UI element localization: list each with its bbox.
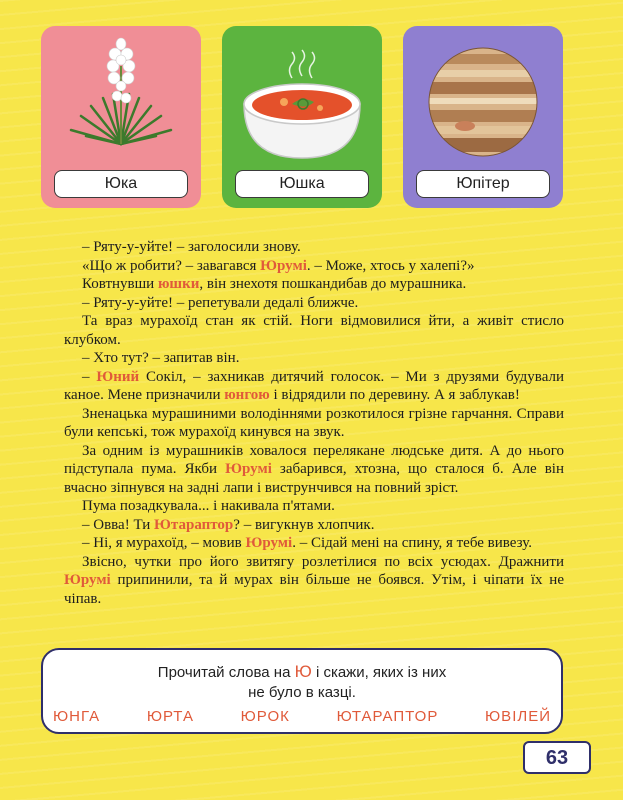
paragraph <box>64 442 564 498</box>
card-jupiter <box>403 26 563 208</box>
highlight-word: Юрумі <box>245 535 293 551</box>
soup-bowl-icon <box>222 26 382 170</box>
highlight-word: юнгою <box>224 387 270 403</box>
text: припинили, та й мурах він більше не боявся. Утім, і чіпати їх не чіпав. <box>64 572 564 607</box>
text: , він знехотя пошкандибав до мурашника. <box>199 276 467 292</box>
task-box <box>41 648 563 734</box>
text: – Хто тут? – запитав він. <box>82 350 240 366</box>
text: Сокіл, – захникав дитячий голосок. – Ми з друзями будували каное. Мене призначили <box>64 368 564 403</box>
text: Пума позадкувала... і накивала п'ятами. <box>82 498 335 514</box>
paragraph <box>64 294 564 313</box>
paragraph <box>64 275 564 294</box>
word-item: ЮРОК <box>240 708 290 725</box>
word-item: ЮТАРАПТОР <box>336 708 439 725</box>
paragraph <box>64 238 564 257</box>
jupiter-planet-icon <box>403 26 563 170</box>
yucca-plant-icon <box>41 26 201 170</box>
card-yucca <box>41 26 201 208</box>
highlight-word: Юрумі <box>225 461 272 477</box>
story-text <box>64 238 564 608</box>
task-letter: Ю <box>294 662 312 681</box>
text: Та враз мурахоїд стан як стій. Ноги відмовилися йти, а живіт стисло клубком. <box>64 313 564 348</box>
highlight-word: Юрумі <box>260 257 307 274</box>
highlight-word: юшки <box>157 276 200 292</box>
text: – Ні, я мурахоїд, – мовив <box>82 535 246 551</box>
paragraph <box>64 368 564 405</box>
card-label: Юпітер <box>416 170 550 198</box>
text: – Ряту-у-уйте! – заголосили знову. <box>82 239 301 255</box>
paragraph <box>64 405 564 442</box>
card-label: Юка <box>54 170 188 198</box>
text: За одним із мурашників ховалося перелякане людське дитя. А до нього підступала пума. Якби <box>64 442 564 477</box>
text: Звісно, чутки про його звитягу розлетілися по всіх усюдах. Дражнити <box>82 553 564 570</box>
task-instruction <box>43 662 561 703</box>
word-item: ЮНГА <box>53 708 101 725</box>
picture-cards <box>41 26 563 208</box>
paragraph <box>64 516 564 535</box>
text: Зненацька мурашиними володіннями розкотилося грізне гарчання. Справи були кепські, тож мурахоїд кинувся на звук. <box>64 405 564 440</box>
text: – <box>82 368 97 385</box>
paragraph <box>64 349 564 368</box>
highlight-word: Ютараптор <box>154 516 234 533</box>
text: . – Може, хтось у халепі?» <box>306 257 475 274</box>
text: і відрядили по деревину. А я заблукав! <box>269 387 520 403</box>
text: і скажи, яких із них <box>311 664 447 681</box>
page-number: 63 <box>523 741 591 774</box>
text: не було в казці. <box>248 684 356 701</box>
paragraph <box>64 553 564 609</box>
text: «Що ж робити? – завагався <box>82 257 261 274</box>
word-list <box>53 708 551 725</box>
text: – Овва! Ти <box>82 516 155 533</box>
text: – Ряту-у-уйте! – репетували дедалі ближче. <box>82 294 359 311</box>
text: Ковтнувши <box>82 276 158 292</box>
text: . – Сідай мені на спину, я тебе вивезу. <box>292 535 532 551</box>
highlight-word: Юний <box>96 368 140 385</box>
word-item: ЮВІЛЕЙ <box>485 708 551 725</box>
word-item: ЮРТА <box>146 708 194 725</box>
paragraph <box>64 497 564 516</box>
paragraph <box>64 312 564 349</box>
paragraph <box>64 257 564 276</box>
text: забарився, хтозна, що сталося б. Але він вчасно зіпнувся на задні лапи і виструнчився на повний зріст. <box>64 461 564 496</box>
highlight-word: Юрумі <box>64 572 111 588</box>
text: ? – вигукнув хлопчик. <box>233 516 375 533</box>
card-soup <box>222 26 382 208</box>
card-label: Юшка <box>235 170 369 198</box>
paragraph <box>64 534 564 553</box>
text: Прочитай слова на <box>157 664 295 681</box>
